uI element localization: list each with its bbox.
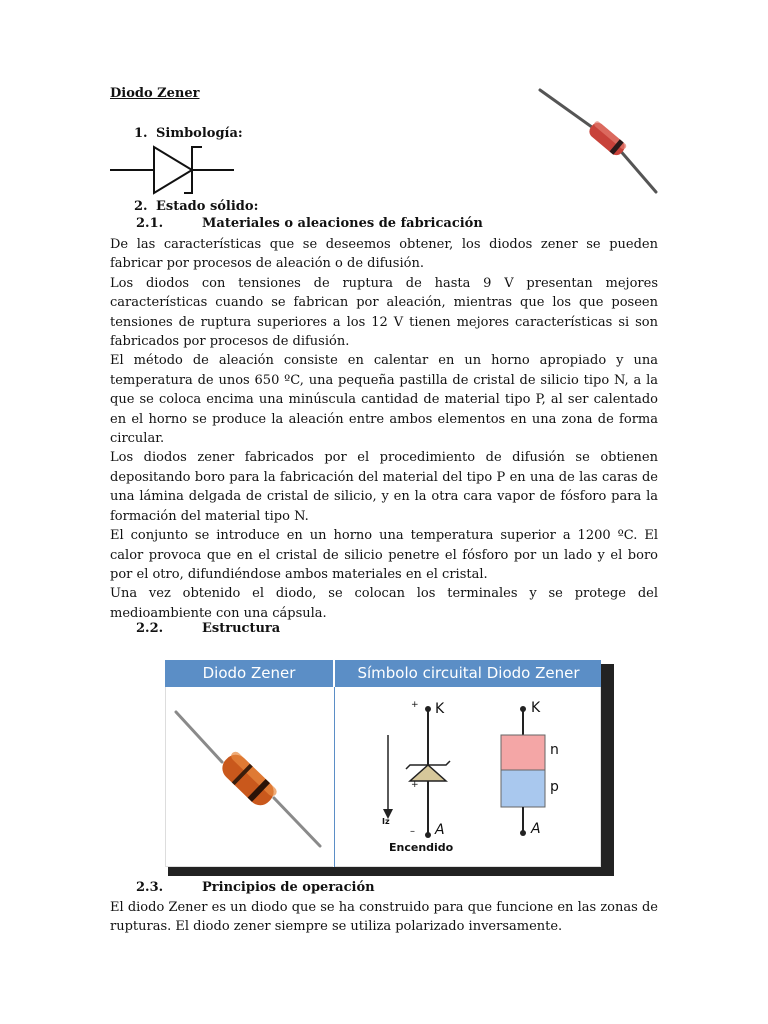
section-2-3-number: 2.3.: [136, 880, 164, 895]
paragraph-3: El método de aleación consiste en calentar en un horno apropiado y una temperatura de unos 650 ºC, una pequeña pastilla de cristal de silicio tipo N, a la que se coloca encima una minúscula cantidad de material tipo P, al ser calentado en el horno se produce la aleación entre ambos elementos en una zona de forma circular.: [110, 353, 658, 447]
section-2-number: 2.: [134, 199, 148, 214]
zener-symbol-diagram: [108, 143, 238, 195]
paragraph-4: Los diodos zener fabricados por el procedimiento de difusión se obtienen depositando boro para la fabricación del material del tipo P en una de las caras de una lámina delgada de cristal de silicio, y en la otra cara vapor de fósforo para la formación del material tipo N.: [110, 450, 658, 524]
paragraph-6: Una vez obtenido el diodo, se colocan los terminales y se protege del medioambiente con una cápsula.: [110, 586, 658, 621]
label-plus-top: +: [411, 700, 419, 710]
paragraph-5: El conjunto se introduce en un horno una temperatura superior a 1200 ºC. El calor provoca que en el cristal de silicio penetre el fósforo por un lado y el boro por el otro, difundiéndose ambos materiales en el cristal.: [110, 528, 658, 582]
symbol-triangle: [154, 147, 192, 193]
section-2-1-heading: Materiales o aleaciones de fabricación: [202, 216, 483, 231]
section-2-2-heading: Estructura: [202, 621, 281, 636]
section-2-2-number: 2.2.: [136, 621, 164, 636]
label-k-cathode: K: [435, 701, 445, 717]
label-iz: Iz: [382, 817, 390, 826]
label-k-structure: K: [531, 700, 541, 716]
figure-shadow-bottom: [168, 866, 614, 876]
paragraph-2: Los diodos con tensiones de ruptura de hasta 9 V presentan mejores características cuando se fabrican por aleación, mientras que los que poseen tensiones de ruptura superiores a los 12 V tienen mejores características si son fabricados por procesos de difusión.: [110, 275, 658, 350]
label-encendido: Encendido: [389, 841, 454, 854]
body-block-fabrication: [110, 235, 658, 623]
label-p-region: p: [550, 779, 559, 795]
figure-shadow-right: [600, 664, 614, 876]
paragraph-7: El diodo Zener es un diodo que se ha construido para que funcione en las zonas de rupturas. El diodo zener siempre se utiliza polarizado inversamente.: [110, 900, 658, 935]
figure-circuit-symbol: [370, 695, 480, 865]
figure-header-right: Símbolo circuital Diodo Zener: [357, 664, 580, 682]
section-1-number: 1.: [134, 126, 148, 141]
figure-junction-structure: [495, 695, 555, 845]
zener-diode-photo: [536, 86, 660, 196]
document-title: Diodo Zener: [110, 86, 200, 101]
section-2-heading: Estado sólido:: [156, 199, 259, 214]
label-plus-mid: +: [411, 780, 419, 790]
body-block-operation: [110, 898, 658, 937]
paragraph-1: De las características que se deseemos obtener, los diodos zener se pueden fabricar por procesos de aleación o de difusión.: [110, 237, 658, 272]
section-2-3-heading: Principios de operación: [202, 880, 375, 895]
label-minus-bottom: –: [410, 826, 415, 837]
figure-divider-line: [334, 687, 335, 867]
figure-header-left: Diodo Zener: [202, 664, 296, 682]
label-a-structure: A: [531, 821, 541, 837]
section-1-heading: Simbología:: [156, 126, 243, 141]
figure-diode-photo: [170, 700, 330, 850]
label-n-region: n: [550, 742, 559, 758]
section-2-1-number: 2.1.: [136, 216, 164, 231]
label-a-anode: A: [435, 822, 445, 838]
